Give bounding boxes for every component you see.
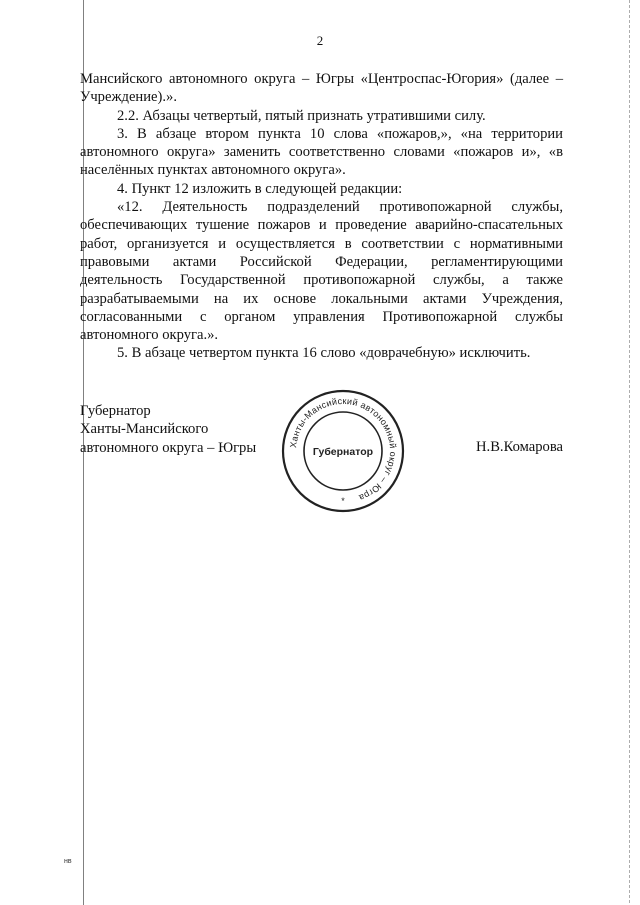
paragraph-2-2: 2.2. Абзацы четвертый, пятый признать утратившими силу. [117,107,486,124]
official-seal-stamp [279,387,407,515]
seal-ring-text: Ханты-Мансийский автономный округ – Югра [288,395,399,503]
page-number: 2 [316,33,324,48]
paragraph-4: 4. Пункт 12 изложить в следующей редакции: [117,180,403,197]
paragraph-12-quote: «12. Деятельность подразделений противопожарной службы, обеспечивающих тушение пожаров и проведение аварийно-спасательных работ, организуется и осуществляется в соответствии с нормативными правовыми актами Российской Федерации, регламентирующими деятельность Государственной противопожарной службы, а также разрабатываемыми на их основе локальными актами Учреждения, согласованными с органом управления Противопожарной службы автономного округа.». [80,199,563,344]
signatory-title [80,402,256,457]
seal-center-text: Губернатор [312,446,374,458]
signatory-title-line-3: автономного округа – Югры [80,439,257,456]
corner-mark: нв [64,858,72,865]
seal-star: * [341,496,345,506]
signatory-title-line-1: Губернатор [80,403,151,419]
signatory-name: Н.В.Комарова [476,439,563,455]
paragraph-3: 3. В абзаце втором пункта 10 слова «пожаров,», «на территории автономного округа» заменить соответственно словами «пожаров и», «в населённых пунктах автономного округа». [80,125,563,179]
paragraph-continuation: Мансийского автономного округа – Югры «Центроспас-Югория» (далее – Учреждение).». [80,71,563,106]
signatory-title-line-2: Ханты-Мансийского [80,421,209,438]
body-text [80,70,563,363]
paragraph-5: 5. В абзаце четвертом пункта 16 слово «доврачебную» исключить. [117,345,531,362]
